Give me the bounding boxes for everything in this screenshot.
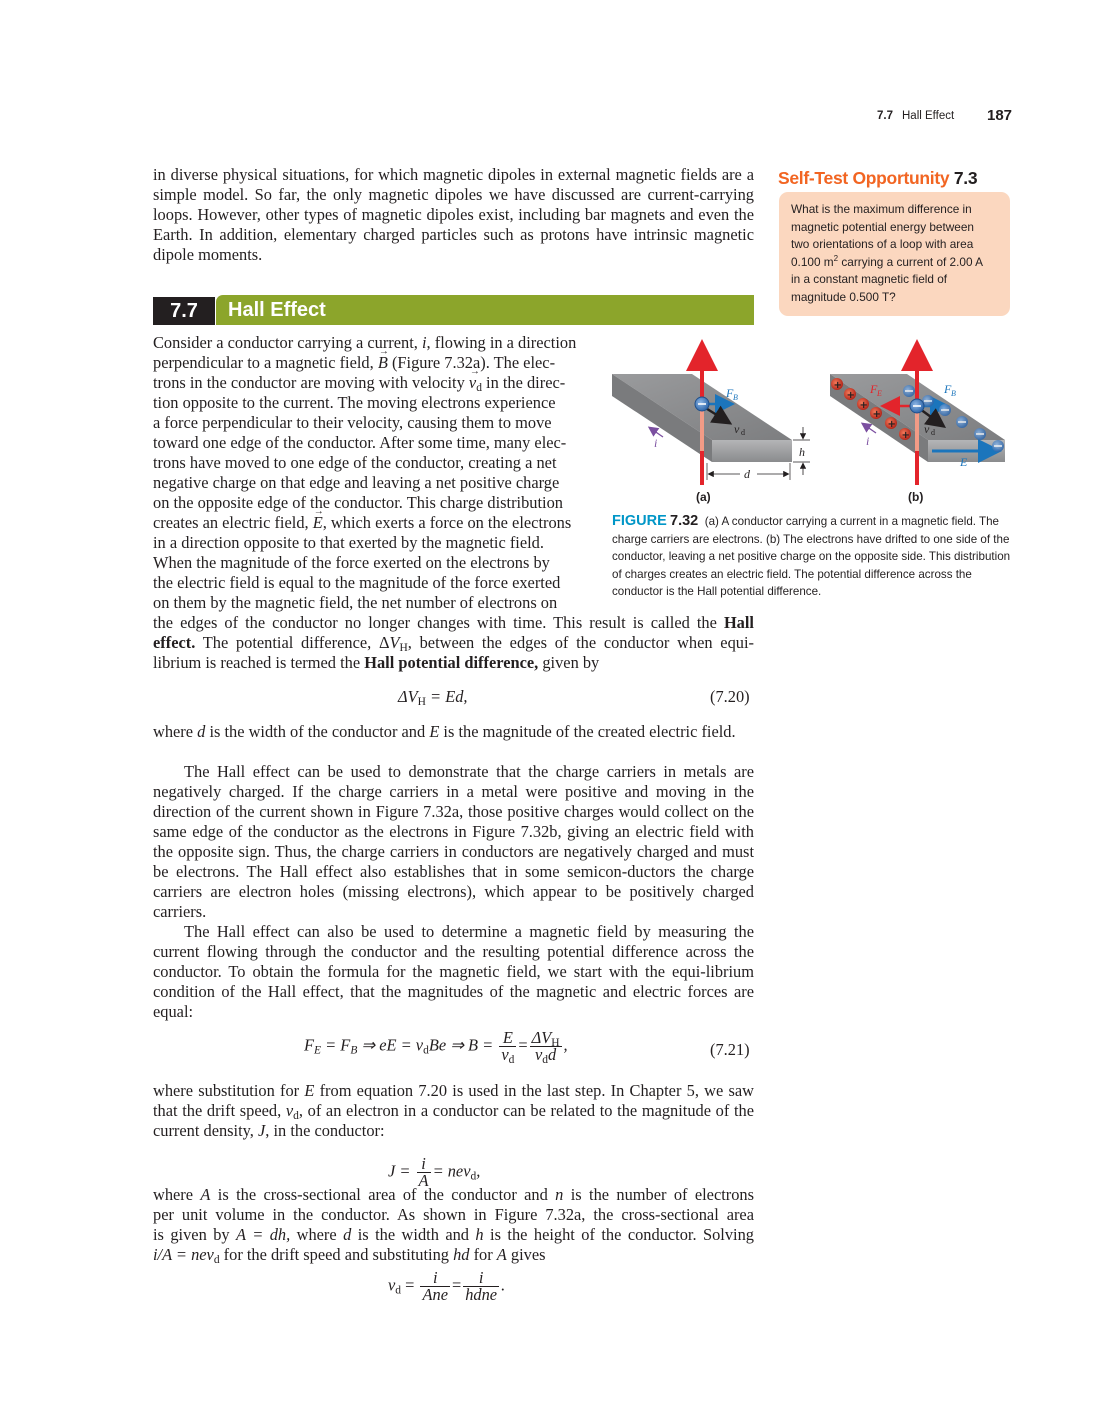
text: ΔV	[531, 1028, 552, 1047]
text: is given by	[153, 1225, 237, 1244]
var-E: E	[429, 722, 440, 741]
text: , between the edges of the conductor when equi-	[407, 633, 754, 652]
var-v: v	[285, 1101, 294, 1120]
eq-part: Be ⇒ B =	[428, 1035, 494, 1055]
running-header	[840, 107, 1013, 126]
section-title: Hall Effect	[216, 295, 754, 325]
text-line	[153, 613, 754, 633]
eq-lhs: ΔV	[398, 687, 418, 706]
bold-term: Hall potential difference,	[364, 653, 539, 672]
figure-panel-a	[612, 347, 810, 504]
text-line	[153, 1245, 754, 1265]
eq-part: F	[304, 1035, 315, 1055]
text: where substitution for	[153, 1081, 305, 1100]
text: where	[290, 1225, 344, 1244]
running-head-section: 7.7	[877, 110, 893, 122]
numerator: E	[499, 1030, 516, 1047]
subscript: d	[213, 1254, 220, 1266]
svg-text:+: +	[872, 409, 881, 420]
text: 0.100 m	[791, 254, 834, 269]
text-line: in a direction opposite to that exerted by the magnetic field.	[153, 533, 544, 552]
var-V: V	[389, 633, 400, 652]
self-test-title	[778, 168, 977, 189]
paragraph-negative-carriers	[153, 762, 754, 922]
caption-number: 7.32	[670, 513, 699, 529]
equals: =	[451, 1275, 462, 1295]
hall-effect-figure	[600, 335, 1020, 510]
self-test-question	[791, 201, 1003, 307]
eq-part: = F	[321, 1035, 351, 1055]
label-E: E	[960, 455, 968, 469]
running-head-title: Hall Effect	[902, 110, 955, 122]
text	[153, 1081, 754, 1141]
subscript: d	[423, 1044, 429, 1057]
text-line	[153, 353, 587, 373]
paragraph-cross-section	[153, 1185, 754, 1265]
eq-inline: A = dh,	[236, 1225, 291, 1244]
paragraph-drift-speed	[153, 1081, 754, 1141]
text: The Hall effect can be used to demonstrate that the charge carriers in metals are negatively charged. If the charge carriers in a metal were positive and moving in the direction of the current shown in Figure 7.32a, those positive charges would collect on the same edge of the conductor as the electrons in Figure 7.32b, giving an electric field with the opposite sign. Thus, the charge carriers in conductors are negatively charged and must be electrons. The Hall effect also establishes that in some semicon-ductors the charge carriers are electron holes (missing electrons), which appear to be positively charged carriers.	[153, 762, 754, 921]
text-line: on them by the magnetic field, the net number of electrons on	[153, 593, 558, 612]
var-h: h	[475, 1225, 484, 1244]
subscript: H	[417, 696, 426, 708]
self-test-line	[791, 254, 1003, 272]
text-line: toward one edge of the conductor. After some time, many elec-	[153, 433, 567, 452]
label-B: B	[922, 360, 930, 374]
numerator: i	[417, 1156, 431, 1173]
var-i: i	[421, 333, 427, 352]
fraction-i-over-hdne	[463, 1270, 499, 1303]
text: is the magnitude of the created electric field.	[439, 722, 736, 741]
text: creates an electric field,	[153, 513, 313, 532]
hall-intro-paragraph	[153, 333, 587, 613]
var-A: A	[496, 1245, 507, 1264]
text: perpendicular to a magnetic field,	[153, 353, 378, 372]
text: ,	[563, 1035, 568, 1055]
label-h: h	[799, 445, 805, 459]
text: , in the conductor:	[265, 1121, 385, 1140]
eq-part: J =	[388, 1161, 411, 1181]
text-line	[153, 333, 587, 353]
text-line: per unit volume in the conductor. As shown in Figure 7.32a, the cross-sectional area	[153, 1205, 754, 1224]
svg-text:+: +	[887, 419, 896, 430]
text: The potential difference, Δ	[195, 633, 390, 652]
label-FB-sub: B	[733, 393, 738, 402]
equals: =	[405, 1275, 415, 1295]
text: trons in the conductor are moving with velocity	[153, 373, 469, 392]
text: d	[547, 1045, 557, 1064]
panel-a-label: (a)	[696, 490, 711, 504]
text: ,	[476, 1161, 481, 1181]
var-d: d	[197, 722, 206, 741]
self-test-line: What is the maximum difference in	[791, 202, 972, 216]
equals: =	[518, 1035, 528, 1055]
text-line: trons have moved to one edge of the conductor, creating a net	[153, 453, 557, 472]
text: is the cross-sectional area of the conductor and	[210, 1185, 556, 1204]
numerator: i	[420, 1270, 449, 1287]
bold-term: Hall	[723, 613, 754, 632]
svg-text:+: +	[833, 380, 842, 391]
paragraph-width-definition	[153, 722, 754, 742]
text: (Figure 7.32a). The elec-	[387, 353, 556, 372]
var-hd: hd	[453, 1245, 470, 1264]
self-test-number: 7.3	[953, 168, 978, 188]
subscript: d	[293, 1110, 299, 1122]
caption-text: (a) A conductor carrying a current in a magnetic field. The charge carriers are electrons. (b) The electrons have drifted to one side of the conductor, leaving a net positive charge on the opposite side. This distribution of charges creates an electric field. The potential difference across the conductor is the Hall potential difference.	[612, 515, 1011, 599]
text: the edges of the conductor no longer changes with time. This result is called the	[153, 613, 724, 632]
self-test-line: magnitude 0.500 T?	[791, 289, 896, 304]
label-FB: F	[726, 386, 734, 400]
text-line	[153, 513, 587, 533]
self-test-line: in a constant magnetic field of	[791, 272, 948, 287]
denominator: hdne	[465, 1285, 498, 1304]
eq-part: v	[388, 1275, 396, 1295]
self-test-line: two orientations of a loop with area	[791, 237, 974, 252]
subscript: d	[542, 1054, 548, 1066]
text: from equation 7.20 is used in the last step. In Chapter 5, we saw that the drift speed,	[153, 1081, 754, 1120]
vector-E: → E	[313, 513, 323, 533]
subscript: H	[551, 1037, 560, 1049]
superscript: 2	[833, 253, 839, 263]
text-line: a force perpendicular to their velocity, causing them to move	[153, 413, 552, 432]
paragraph-measure-field	[153, 922, 754, 1022]
label-vd: v	[924, 422, 930, 436]
text: Consider a conductor carrying a current,	[153, 333, 422, 352]
label-vd-sub: d	[931, 428, 935, 437]
self-test-line: magnetic potential energy between	[791, 219, 974, 234]
label-FE-sub: E	[877, 389, 882, 398]
caption-label: FIGURE	[612, 513, 667, 529]
vector-B: → B	[378, 353, 388, 373]
subscript: H	[399, 642, 408, 654]
eq-part: ⇒ eE = v	[357, 1035, 424, 1055]
var-A: A	[200, 1185, 211, 1204]
numerator: i	[463, 1270, 499, 1287]
var-E: E	[304, 1081, 315, 1100]
text: is the number of electrons	[563, 1185, 755, 1204]
var-d: d	[343, 1225, 352, 1244]
panel-b-label: (b)	[908, 490, 924, 504]
subscript: d	[470, 1170, 477, 1183]
label-i: i	[654, 436, 658, 450]
figure-panel-b	[830, 347, 1005, 504]
equation-number: (7.20)	[710, 687, 750, 706]
label-vd-sub: d	[741, 428, 745, 437]
fraction-E-over-vd	[499, 1028, 516, 1066]
equation-7-20	[398, 687, 468, 707]
label-d: d	[744, 467, 750, 481]
subscript: B	[350, 1044, 358, 1057]
text: is the height of the conductor. Solving	[483, 1225, 754, 1244]
text: , flowing in a direction	[426, 333, 577, 352]
svg-text:+: +	[846, 390, 855, 401]
fraction-dVH-over-vdd	[530, 1028, 562, 1066]
label-i: i	[866, 434, 870, 448]
text: where	[153, 722, 198, 741]
equation-7-21	[304, 1028, 568, 1066]
equation-drift-velocity	[388, 1270, 505, 1303]
svg-text:+: +	[901, 430, 910, 441]
text-line	[153, 633, 754, 653]
label-FB-sub: B	[951, 389, 956, 398]
text-line: tion opposite to the current. The moving electrons experience	[153, 393, 556, 412]
text: for the drift speed and substituting	[219, 1245, 454, 1264]
subscript: d	[508, 1054, 515, 1066]
label-B: B	[707, 360, 715, 374]
text: carrying a current of 2.00 A	[838, 254, 984, 269]
denominator	[530, 1045, 562, 1066]
page-number: 187	[987, 107, 1013, 124]
text: where	[153, 1185, 201, 1204]
text-line	[153, 373, 587, 393]
section-number: 7.7	[153, 297, 215, 325]
label-FE: F	[870, 382, 878, 396]
text-line: on the opposite edge of the conductor. This charge distribution	[153, 493, 563, 512]
subscript: d	[476, 382, 482, 394]
denominator: Ane	[422, 1285, 448, 1304]
intro-text: in diverse physical situations, for which magnetic dipoles in external magnetic fields are a simple model. So far, the only magnetic dipoles we have discussed are current-carrying loops. However, other types of magnetic dipoles exist, including bar magnets and even the Earth. In addition, elementary charged particles such as protons have intrinsic magnetic dipole moments.	[153, 165, 754, 264]
text: v	[534, 1045, 543, 1064]
eq-inline: i/A = nev	[153, 1245, 214, 1264]
equation-number: (7.21)	[710, 1040, 750, 1059]
eq-part: = nev	[432, 1161, 471, 1181]
label-vd: v	[734, 422, 740, 436]
text-line: When the magnitude of the force exerted on the electrons by	[153, 553, 550, 572]
fraction-i-over-Ane	[420, 1270, 449, 1303]
text: , which exerts a force on the electrons	[322, 513, 572, 532]
denominator: A	[418, 1171, 429, 1190]
text: librium is reached is termed the	[153, 653, 365, 672]
self-test-label: Self-Test Opportunity	[778, 168, 950, 188]
text: gives	[506, 1245, 546, 1264]
text: in the direc-	[481, 373, 566, 392]
text: .	[501, 1275, 506, 1295]
text: , of an electron in a conductor can be related to the magnitude of the current density,	[153, 1101, 755, 1140]
text	[153, 722, 754, 742]
subscript: E	[314, 1044, 322, 1057]
svg-text:+: +	[859, 400, 868, 411]
text: The Hall effect can also be used to determine a magnetic field by measuring the current flowing through the conductor and the resulting potential difference across the conductor. To obtain the formula for the magnetic field, we start with the equi-librium condition of the Hall effect, that the magnitudes of the magnetic and electric forces are equal:	[153, 922, 754, 1021]
bold-term: effect.	[153, 633, 196, 652]
text-line	[153, 1225, 754, 1245]
text-line: the electric field is equal to the magnitude of the force exerted	[153, 573, 561, 592]
var-n: n	[555, 1185, 564, 1204]
label-FB: F	[944, 382, 952, 396]
figure-caption	[612, 513, 1012, 601]
var-J: J	[258, 1121, 266, 1140]
denominator	[499, 1045, 516, 1066]
text-line	[153, 653, 754, 673]
subscript: d	[395, 1284, 402, 1297]
text: is the width and	[351, 1225, 476, 1244]
text-line	[153, 1185, 754, 1205]
hall-intro-continuation	[153, 613, 754, 673]
text-line: negative charge on that edge and leaving a net positive charge	[153, 473, 560, 492]
text: v	[501, 1045, 509, 1064]
text: is the width of the conductor and	[205, 722, 430, 741]
text: for	[469, 1245, 497, 1264]
text: given by	[538, 653, 600, 672]
intro-paragraph	[153, 165, 754, 265]
eq-rhs: = Ed,	[425, 687, 468, 706]
vector-v: → v	[469, 373, 476, 393]
